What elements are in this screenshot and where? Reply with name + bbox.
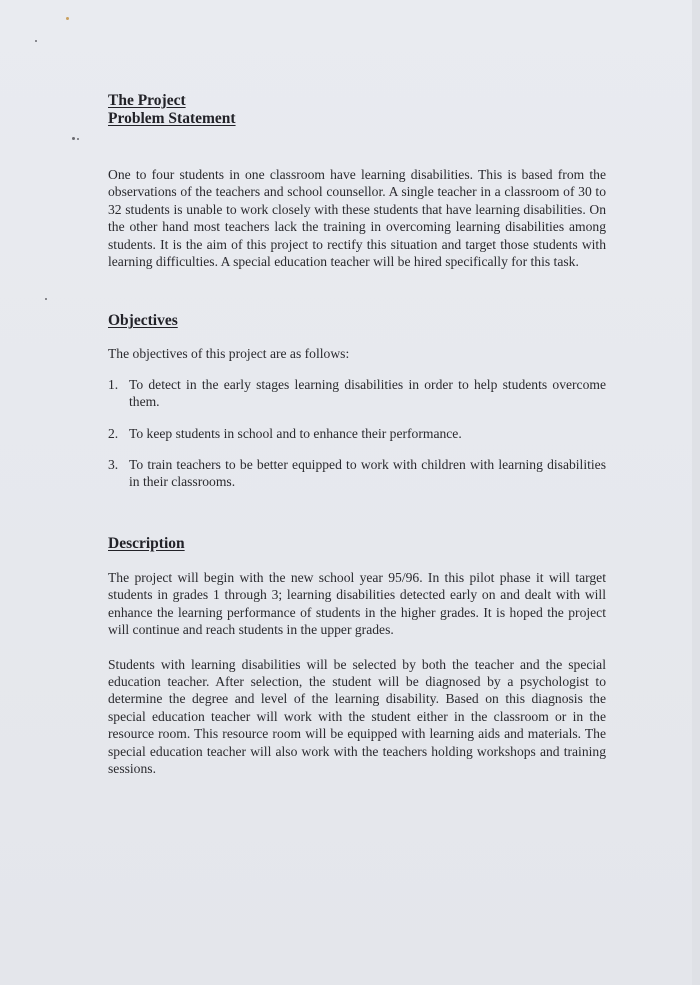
objective-number: 1. bbox=[108, 376, 119, 392]
scan-speck bbox=[45, 298, 47, 300]
objective-number: 3. bbox=[108, 457, 119, 473]
description-paragraph: Students with learning disabilities will be selected by both the teacher and the special education teacher. After selection, the student will be diagnosed by a psychologist to determine the degree and level of the learning disability. Based on this diagnosis the special education teacher will work with the student either in the classroom or in the resource room. This resource room will be equipped with learning aids and materials. The special education teacher will also work with the teachers holding workshops and training sessions. bbox=[108, 656, 606, 776]
scan-speck bbox=[35, 40, 37, 42]
scan-speck bbox=[72, 137, 75, 140]
objective-text: To train teachers to be better equipped to work with children with learning disabilities in their classrooms. bbox=[129, 457, 606, 490]
objective-item bbox=[108, 425, 606, 442]
description-paragraph: The project will begin with the new school year 95/96. In this pilot phase it will target students in grades 1 through 3; learning disabilities detected early on and dealt with will enhance the learning performance of students in the higher grades. It is hoped the project will continue and reach students in the upper grades. bbox=[108, 569, 606, 638]
scan-speck bbox=[66, 17, 69, 20]
objective-item bbox=[108, 376, 606, 411]
objective-item bbox=[108, 456, 606, 491]
objective-number: 2. bbox=[108, 425, 119, 441]
description-heading: Description bbox=[108, 534, 185, 552]
objectives-list bbox=[108, 376, 606, 491]
objectives-intro: The objectives of this project are as follows: bbox=[108, 346, 350, 362]
document-content bbox=[108, 92, 606, 777]
scan-speck bbox=[77, 138, 79, 140]
objectives-heading: Objectives bbox=[108, 312, 178, 330]
scan-edge bbox=[692, 0, 700, 985]
project-title: The Project bbox=[108, 92, 186, 109]
problem-statement-heading: Problem Statement bbox=[108, 110, 236, 127]
problem-statement-text: One to four students in one classroom have learning disabilities. This is based from the observations of the teachers and school counsellor. A single teacher in a classroom of 30 to 32 students is unable to work closely with these students that have learning disabilities. On the other hand most teachers lack the training in overcoming learning disabilities among students. It is the aim of this project to rectify this situation and target those students with learning difficulties. A special education teacher will be hired specifically for this task. bbox=[108, 167, 606, 270]
objective-text: To keep students in school and to enhance their performance. bbox=[129, 425, 462, 441]
objective-text: To detect in the early stages learning disabilities in order to help students overcome them. bbox=[129, 376, 606, 410]
